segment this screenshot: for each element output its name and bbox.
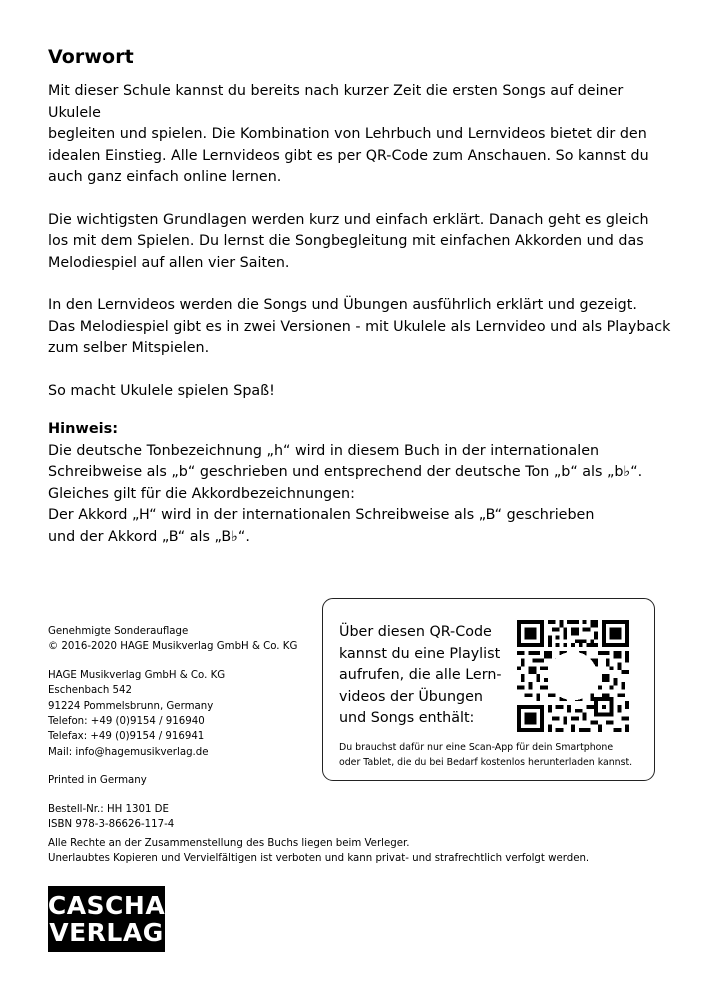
paragraph-closing: So macht Ukulele spielen Spaß! <box>48 382 275 399</box>
logo-line-2: VERLAG <box>49 918 164 947</box>
paragraph-basics: Die wichtigsten Grundlagen werden kurz und einfach erklärt. Danach geht es gleich los mit dem Spielen. Du lernst die Songbegleitung mit einfachen Akkorden und das Melodiespiel auf allen vier Saiten. <box>48 211 649 271</box>
paragraph-videos: In den Lernvideos werden die Songs und Übungen ausführlich erklärt und gezeigt. Das Melodiespiel gibt es in zwei Versionen - mit Ukulele als Lernvideo und als Playback zum selber Mitspielen. <box>48 297 671 356</box>
rights-line-2: Unerlaubtes Kopieren und Vervielfältigen ist verboten und kann privat- und strafrechtlich verfolgt werden. <box>48 853 590 865</box>
qr-code-icon[interactable] <box>517 620 629 732</box>
imprint-isbn: ISBN 978-3-86626-117-4 <box>48 819 175 831</box>
qr-description: Über diesen QR-Code kannst du eine Playlist aufrufen, die alle Lern- videos der Übungen und Songs enthält: <box>339 624 502 726</box>
paragraph-intro: Mit dieser Schule kannst du bereits nach kurzer Zeit die ersten Songs auf deiner Ukulele begleiten und spielen. Die Kombination von Lehrbuch und Lernvideos bietet dir den idealen Einstieg. Alle Lernvideos gibt es per QR-Code zum Anschauen. So kannst du auch ganz einfach online lernen. <box>48 83 649 185</box>
foreword-text <box>48 81 678 423</box>
note-section <box>48 419 678 548</box>
imprint-copyright: © 2016-2020 HAGE Musikverlag GmbH & Co. KG <box>48 641 298 653</box>
imprint-mail: Mail: info@hagemusikverlag.de <box>48 746 209 758</box>
imprint-fax: Telefax: +49 (0)9154 / 916941 <box>48 731 205 743</box>
qr-code-box <box>322 598 655 781</box>
imprint-phone: Telefon: +49 (0)9154 / 916940 <box>48 716 205 728</box>
imprint-publisher: HAGE Musikverlag GmbH & Co. KG <box>48 669 226 681</box>
imprint <box>48 624 318 832</box>
rights-notice <box>48 836 678 867</box>
imprint-order-number: Bestell-Nr.: HH 1301 DE <box>48 803 169 815</box>
note-text: Die deutsche Tonbezeichnung „h“ wird in diesem Buch in der internationalen Schreibweise als „b“ geschrieben und entsprechend der deutsche Ton „b“ als „b♭“. Gleiches gilt für die Akkordbezeichnungen: Der Akkord „H“ wird in der internationalen Schreibweise als „B“ geschrieben und der Akkord „B“ als „B♭“. <box>48 442 643 545</box>
rights-line-1: Alle Rechte an der Zusammenstellung des Buchs liegen beim Verleger. <box>48 838 410 849</box>
qr-hint: Du brauchst dafür nur eine Scan-App für dein Smartphone oder Tablet, die du bei Bedarf kostenlos herunterladen kannst. <box>339 742 633 768</box>
page-title: Vorwort <box>48 46 134 68</box>
note-heading: Hinweis: <box>48 421 119 437</box>
cascha-verlag-logo <box>48 886 165 952</box>
imprint-printed: Printed in Germany <box>48 775 147 787</box>
logo-line-1: CASCHA <box>47 891 166 920</box>
imprint-city: 91224 Pommelsbrunn, Germany <box>48 700 214 712</box>
imprint-edition: Genehmigte Sonderauflage <box>48 626 189 637</box>
imprint-street: Eschenbach 542 <box>48 685 132 697</box>
